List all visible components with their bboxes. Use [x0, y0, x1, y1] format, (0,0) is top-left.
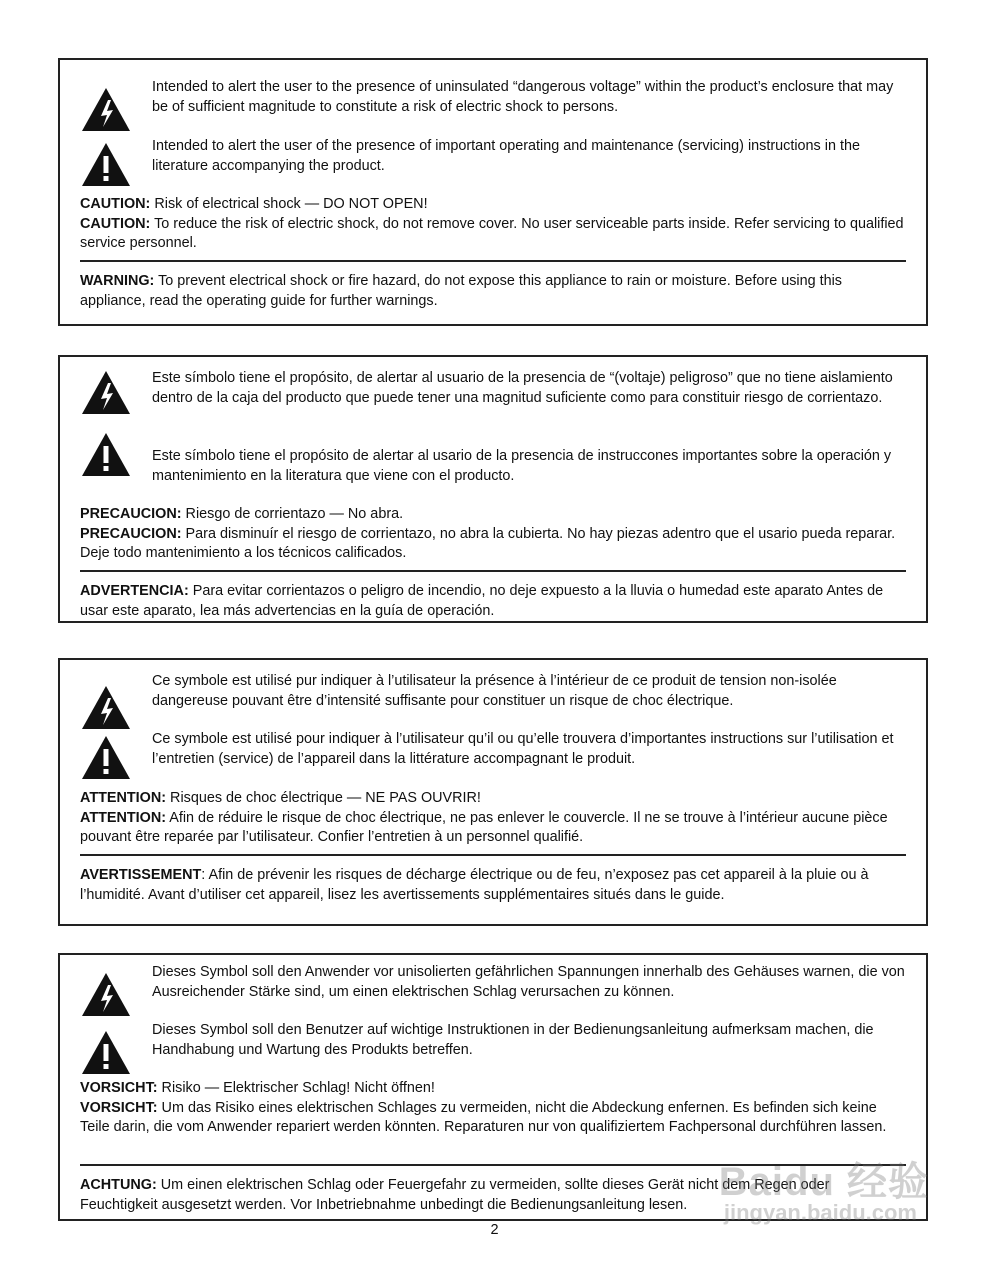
- warning-label: WARNING:: [80, 273, 155, 289]
- warning-label: ACHTUNG:: [80, 1177, 157, 1193]
- caution-text: Riesgo de corrientazo — No abra.: [181, 506, 404, 522]
- caution-text: Risques de choc électrique — NE PAS OUVRIR!: [166, 790, 481, 806]
- caution-line-2: [80, 525, 906, 564]
- exclamation-warning-icon: [80, 431, 132, 477]
- caution-block: [60, 1079, 926, 1138]
- maintenance-warning-row: [60, 730, 908, 770]
- warning-box-french: [58, 658, 928, 926]
- caution-line-2: [80, 215, 906, 254]
- maintenance-warning-text: Intended to alert the user of the presence of important operating and maintenance (servicing) instructions in the literature accompanying the product.: [152, 138, 860, 174]
- caution-label: VORSICHT:: [80, 1080, 158, 1096]
- lightning-warning-icon: [80, 86, 132, 132]
- voltage-warning-row: [60, 963, 908, 1003]
- lightning-warning-icon: [80, 971, 132, 1017]
- caution-line-1: [80, 505, 906, 525]
- caution-text: To reduce the risk of electric shock, do not remove cover. No user serviceable parts inside. Refer servicing to qualified service personnel.: [80, 215, 904, 251]
- maintenance-warning-row: [60, 1021, 908, 1061]
- caution-label: CAUTION:: [80, 215, 151, 232]
- caution-text: Risk of electrical shock — DO NOT OPEN!: [150, 196, 428, 212]
- warning-text: To prevent electrical shock or fire hazard, do not expose this appliance to rain or moisture. Before using this appliance, read the operating guide for further warnings.: [80, 273, 842, 309]
- caution-label: ATTENTION:: [80, 809, 167, 826]
- lightning-warning-icon: [80, 684, 132, 730]
- maintenance-warning-row: [60, 447, 908, 487]
- maintenance-warning-text: Dieses Symbol soll den Benutzer auf wichtige Instruktionen in der Bedienungsanleitung aufmerksam machen, die Handhabung und Wartung des Produkts betreffen.: [152, 1022, 874, 1058]
- caution-label: PRECAUCION:: [80, 525, 182, 542]
- caution-line-1: [80, 1079, 906, 1099]
- warning-label: AVERTISSEMENT: [80, 867, 202, 883]
- caution-label: CAUTION:: [80, 196, 151, 212]
- caution-text: Para disminuír el riesgo de corrientazo, no abra la cubierta. No hay piezas adentro que el usario pueda reparar. Deje todo mantenimiento a los técnicos calificados.: [80, 525, 896, 561]
- caution-label: ATTENTION:: [80, 790, 167, 806]
- caution-line-2: [80, 809, 906, 848]
- voltage-warning-row: [60, 78, 908, 118]
- exclamation-warning-icon: [80, 1029, 132, 1075]
- page-number: 2: [490, 1222, 499, 1238]
- caution-label: PRECAUCION:: [80, 506, 182, 522]
- warning-label: ADVERTENCIA:: [80, 583, 189, 599]
- watermark-logo: Baidu 经验: [718, 1160, 929, 1204]
- caution-line-1: [80, 195, 906, 215]
- voltage-warning-row: [60, 369, 908, 409]
- warning-paragraph: [80, 272, 906, 311]
- voltage-warning-text: Dieses Symbol soll den Anwender vor unisolierten gefährlichen Spannungen innerhalb des Gehäuses warnen, die von Ausreichender Stärke sind, um einen elektrischen Schlag verursachen zu können.: [152, 964, 905, 1000]
- caution-text: Um das Risiko eines elektrischen Schlages zu vermeiden, nicht die Abdeckung enfernen. Es befinden sich keine Teile darin, die vom Anwender repariert werden könnten. Reparaturen nur von qualifiziertem Fachpersonal durchführen lassen.: [80, 1099, 887, 1135]
- watermark-url: jingyan.baidu.com: [723, 1200, 917, 1225]
- caution-text: Afin de réduire le risque de choc électrique, ne pas enlever le couvercle. Il ne se trouve à l’intérieur aucune pièce pouvant être reparée par l’utilisateur. Confier l’entretien à un personnel qualifié.: [80, 809, 888, 845]
- caution-label: VORSICHT:: [80, 1099, 158, 1116]
- warning-paragraph: [80, 582, 906, 621]
- warning-text: Um einen elektrischen Schlag oder Feuergefahr zu vermeiden, sollte dieses Gerät nicht dem Regen oder Feuchtigkeit ausgesetzt werden. Vor Inbetriebnahme unbedingt die Bedienungsanleitung lesen.: [80, 1177, 830, 1213]
- voltage-warning-text: Intended to alert the user to the presence of uninsulated “dangerous voltage” within the product’s enclosure that may be of sufficient magnitude to constitute a risk of electric shock to persons.: [152, 79, 894, 115]
- caution-block: [60, 789, 926, 848]
- warning-text: : Afin de prévenir les risques de décharge électrique ou de feu, n’exposez pas cet appareil à la pluie ou à l’humidité. Avant d’utiliser cet appareil, lisez les avertissements supplémentaires situés dans le guide.: [80, 867, 869, 903]
- caution-block: [60, 505, 926, 564]
- caution-block: [60, 195, 926, 254]
- warning-text: Para evitar corrientazos o peligro de incendio, no deje expuesto a la lluvia o humedad este aparato Antes de usar este aparato, lea más advertencias en la guía de operación.: [80, 583, 884, 619]
- warning-box-spanish: [58, 355, 928, 623]
- warning-paragraph: [80, 866, 906, 905]
- maintenance-warning-row: [60, 137, 908, 177]
- maintenance-warning-text: Este símbolo tiene el propósito de alertar al usario de la presencia de instruccones importantes sobre la operación y mantenimiento en la literatura que viene con el producto.: [152, 448, 892, 484]
- section-divider: [80, 570, 906, 572]
- lightning-warning-icon: [80, 369, 132, 415]
- section-divider: [80, 260, 906, 262]
- caution-line-1: [80, 789, 906, 809]
- section-divider: [80, 854, 906, 856]
- exclamation-warning-icon: [80, 734, 132, 780]
- voltage-warning-row: [60, 672, 908, 712]
- warning-box-english: [58, 58, 928, 326]
- maintenance-warning-text: Ce symbole est utilisé pour indiquer à l’utilisateur qu’il ou qu’elle trouvera d’importantes instructions sur l’utilisation et l’entretien (service) de l’appareil dans la littérature accompagnant le produit.: [152, 731, 894, 767]
- exclamation-warning-icon: [80, 141, 132, 187]
- voltage-warning-text: Este símbolo tiene el propósito, de alertar al usuario de la presencia de “(voltaje) peligroso” que no tiene aislamiento dentro de la caja del producto que puede tener una magnitud suficiente como para constituir riesgo de corrientazo.: [152, 370, 893, 406]
- voltage-warning-text: Ce symbole est utilisé pur indiquer à l’utilisateur la présence à l’intérieur de ce produit de tension non-isolée dangereuse pouvant être d’intensité suffisante pour constituer un risque de choc électrique.: [152, 673, 837, 709]
- caution-text: Risiko — Elektrischer Schlag! Nicht öffnen!: [157, 1080, 435, 1096]
- caution-line-2: [80, 1099, 906, 1138]
